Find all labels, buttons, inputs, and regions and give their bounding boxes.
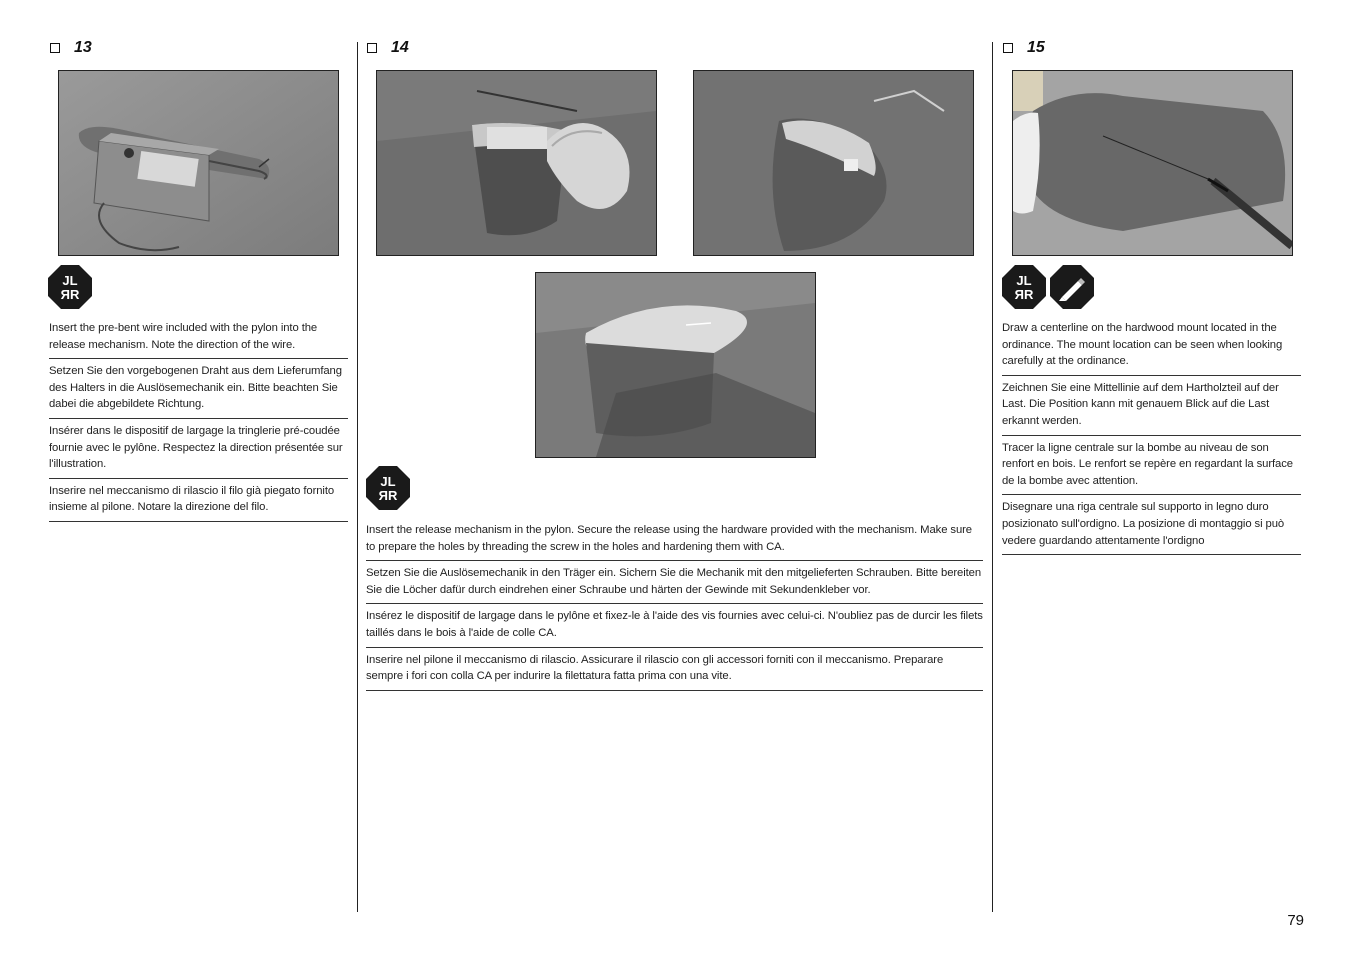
step-14-photo-1 — [376, 70, 657, 256]
step-checkbox[interactable] — [50, 43, 60, 53]
svg-text:JL: JL — [1016, 273, 1032, 288]
page-number: 79 — [1287, 912, 1304, 929]
step-number: 13 — [74, 39, 92, 56]
step-13-photo — [58, 70, 339, 256]
step-number: 15 — [1027, 39, 1045, 56]
step-14-photo-2 — [693, 70, 974, 256]
glue-ca-icon — [48, 265, 92, 309]
paragraph-fr: Insérer dans le dispositif de largage la tringlerie pré-coudée fournie avec le pylône. Respectez la direction présentée sur l'illustration. — [49, 419, 348, 479]
step-checkbox[interactable] — [367, 43, 377, 53]
svg-text:ЯR: ЯR — [1014, 287, 1034, 302]
paragraph-de: Setzen Sie die Auslösemechanik in den Träger ein. Sichern Sie die Mechanik mit den mitgelieferten Schrauben. Bitte bereiten Sie die Löcher dafür durch eindrehen einer Schraube und härten der Gewinde mit Sekundenkleber vor. — [366, 561, 983, 604]
step-13-text — [49, 320, 348, 522]
paragraph-it: Disegnare una riga centrale sul supporto in legno duro posizionato sull'ordigno. La posizione di montaggio si può vedere guardando attentamente l'ordigno — [1002, 495, 1301, 555]
svg-text:JL: JL — [380, 474, 396, 489]
step-checkbox[interactable] — [1003, 43, 1013, 53]
step-14-text — [366, 522, 983, 691]
paragraph-it: Inserire nel pilone il meccanismo di rilascio. Assicurare il rilascio con gli accessori forniti con il meccanismo. Preparare sempre i fori con colla CA per indurire la filettatura fatta prima con una vite. — [366, 648, 983, 691]
paragraph-de: Zeichnen Sie eine Mittellinie auf dem Hartholzteil auf der Last. Die Position kann mit genauem Blick auf die Last erkannt werden. — [1002, 376, 1301, 436]
paragraph-en: Draw a centerline on the hardwood mount located in the ordinance. The mount location can be seen when looking carefully at the ordinance. — [1002, 320, 1301, 376]
step-15-photo — [1012, 70, 1293, 256]
step-13-header — [50, 39, 92, 57]
svg-text:ЯR: ЯR — [378, 488, 398, 503]
column-divider — [357, 42, 358, 912]
column-divider — [992, 42, 993, 912]
svg-text:ЯR: ЯR — [60, 287, 80, 302]
paragraph-de: Setzen Sie den vorgebogenen Draht aus dem Lieferumfang des Halters in die Auslösemechanik ein. Bitte beachten Sie dabei die abgebildete Richtung. — [49, 359, 348, 419]
step-14-photo-3 — [535, 272, 816, 458]
glue-ca-icon — [1002, 265, 1046, 309]
step-14-header — [367, 39, 409, 57]
pen-marker-icon — [1050, 265, 1094, 309]
paragraph-fr: Tracer la ligne centrale sur la bombe au niveau de son renfort en bois. Le renfort se repère en regardant la surface de la bombe avec attention. — [1002, 436, 1301, 496]
glue-ca-icon — [366, 466, 410, 510]
paragraph-en: Insert the pre-bent wire included with the pylon into the release mechanism. Note the direction of the wire. — [49, 320, 348, 359]
paragraph-fr: Insérez le dispositif de largage dans le pylône et fixez-le à l'aide des vis fournies avec celui-ci. N'oubliez pas de durcir les filets taillés dans le bois à l'aide de colle CA. — [366, 604, 983, 647]
paragraph-en: Insert the release mechanism in the pylon. Secure the release using the hardware provided with the mechanism. Make sure to prepare the holes by threading the screw in the holes and hardening them with CA. — [366, 522, 983, 561]
step-15-text — [1002, 320, 1301, 555]
step-number: 14 — [391, 39, 409, 56]
step-15-header — [1003, 39, 1045, 57]
svg-text:JL: JL — [62, 273, 78, 288]
paragraph-it: Inserire nel meccanismo di rilascio il filo già piegato fornito insieme al pilone. Notare la direzione del filo. — [49, 479, 348, 522]
